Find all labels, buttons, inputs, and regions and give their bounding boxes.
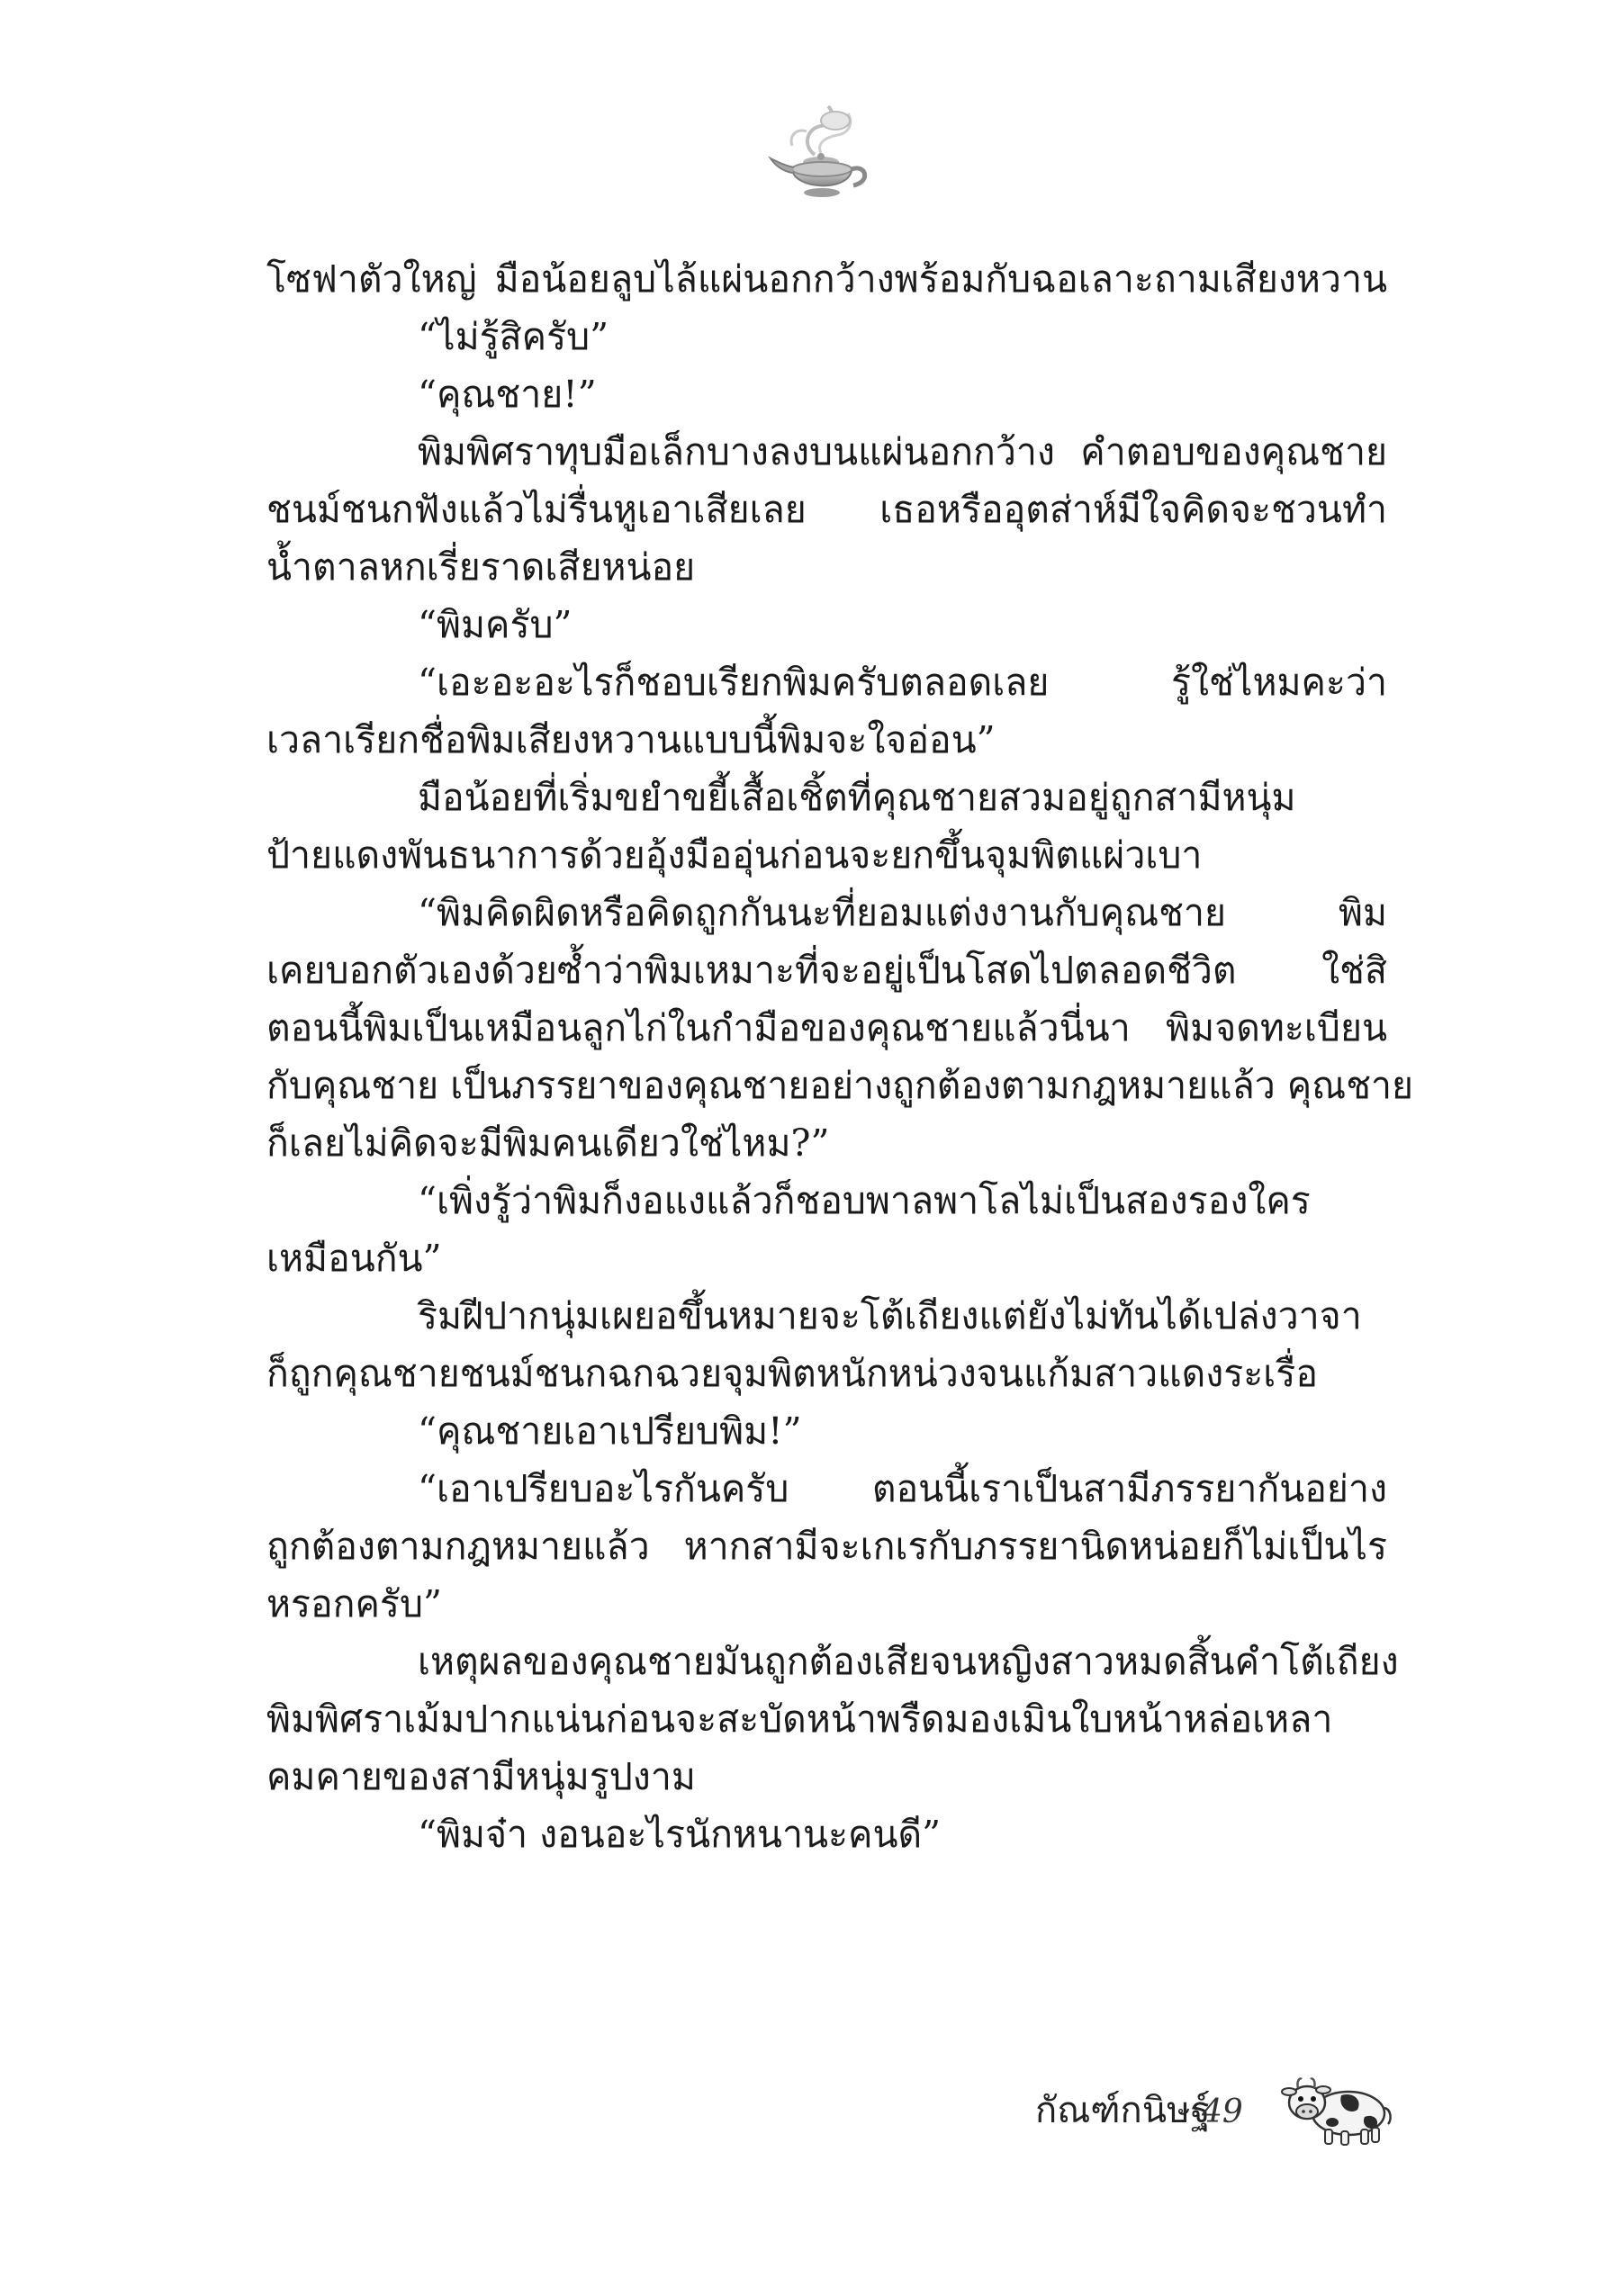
text-line: ก็ถูกคุณชายชนม์ชนกฉกฉวยจุมพิตหนักหน่วงจนแก้มสาวแดงระเรื่อ <box>266 1352 1318 1395</box>
teapot-icon <box>765 99 882 216</box>
text-line: “เอาเปรียบอะไรกันครับ ตอนนี้เราเป็นสามีภรรยากันอย่าง <box>418 1467 1387 1510</box>
text-line: คมคายของสามีหนุ่มรูปงาม <box>266 1755 696 1798</box>
text-line: ก็เลยไม่คิดจะมีพิมคนเดียวใช่ไหม?” <box>266 1121 830 1165</box>
text-line: ป้ายแดงพันธนาการด้วยอุ้งมืออุ่นก่อนจะยกขึ้นจุมพิตแผ่วเบา <box>266 833 1203 877</box>
author-name: กัณฑ์กนิษฐ์ <box>1035 2090 1211 2131</box>
text-line: โซฟาตัวใหญ่ มือน้อยลูบไล้แผ่นอกกว้างพร้อมกับฉอเลาะถามเสียงหวาน <box>266 257 1387 301</box>
text-line: เคยบอกตัวเองด้วยซ้ำว่าพิมเหมาะที่จะอยู่เป็นโสดไปตลอดชีวิต ใช่สิ <box>266 949 1387 992</box>
text-line: “พิมครับ” <box>418 603 573 646</box>
text-line: ตอนนี้พิมเป็นเหมือนลูกไก่ในกำมือของคุณชายแล้วนี่นา พิมจดทะเบียน <box>266 1006 1387 1049</box>
text-line: กับคุณชาย เป็นภรรยาของคุณชายอย่างถูกต้องตามกฎหมายแล้ว คุณชาย <box>266 1064 1414 1107</box>
text-line: เวลาเรียกชื่อพิมเสียงหวานแบบนี้พิมจะใจอ่อน” <box>266 718 996 761</box>
text-line: “พิมคิดผิดหรือคิดถูกกันนะที่ยอมแต่งงานกับคุณชาย พิม <box>418 891 1387 934</box>
text-line: “พิมจ๋า งอนอะไรนักหนานะคนดี” <box>418 1813 942 1856</box>
body-text <box>266 250 1414 1863</box>
text-line: ชนม์ชนกฟังแล้วไม่รื่นหูเอาเสียเลย เธอหรืออุตส่าห์มีใจคิดจะชวนทำ <box>266 488 1387 531</box>
text-line: น้ำตาลหกเรี่ยราดเสียหน่อย <box>266 545 696 589</box>
text-line: “เอะอะอะไรก็ชอบเรียกพิมครับตลอดเลย รู้ใช่ไหมคะว่า <box>418 661 1387 704</box>
text-line: เหมือนกัน” <box>266 1237 442 1280</box>
text-line: มือน้อยที่เริ่มขยำขยี้เสื้อเชิ้ตที่คุณชายสวมอยู่ถูกสามีหนุ่ม <box>418 776 1296 819</box>
text-line: พิมพิศราทุบมือเล็กบางลงบนแผ่นอกกว้าง คำตอบของคุณชาย <box>418 430 1387 473</box>
text-line: “เพิ่งรู้ว่าพิมก็งอแงแล้วก็ชอบพาลพาโลไม่เป็นสองรองใคร <box>418 1179 1311 1222</box>
text-line: ถูกต้องตามกฎหมายแล้ว หากสามีจะเกเรกับภรรยานิดหน่อยก็ไม่เป็นไร <box>266 1525 1387 1568</box>
text-line: “ไม่รู้สิครับ” <box>418 315 609 358</box>
text-line: หรอกครับ” <box>266 1582 442 1625</box>
text-line: พิมพิศราเม้มปากแน่นก่อนจะสะบัดหน้าพรืดมองเมินใบหน้าหล่อเหลา <box>266 1697 1333 1741</box>
text-line: เหตุผลของคุณชายมันถูกต้องเสียจนหญิงสาวหมดสิ้นคำโต้เถียง <box>418 1640 1399 1683</box>
text-line: “คุณชาย!” <box>418 373 597 416</box>
page-number: 49 <box>1202 2093 1243 2130</box>
text-line: “คุณชายเอาเปรียบพิม!” <box>418 1409 802 1453</box>
cow-icon <box>1278 2070 1395 2151</box>
page-footer <box>1035 2070 1440 2151</box>
text-line: ริมฝีปากนุ่มเผยอขึ้นหมายจะโต้เถียงแต่ยังไม่ทันได้เปล่งวาจา <box>418 1294 1362 1337</box>
